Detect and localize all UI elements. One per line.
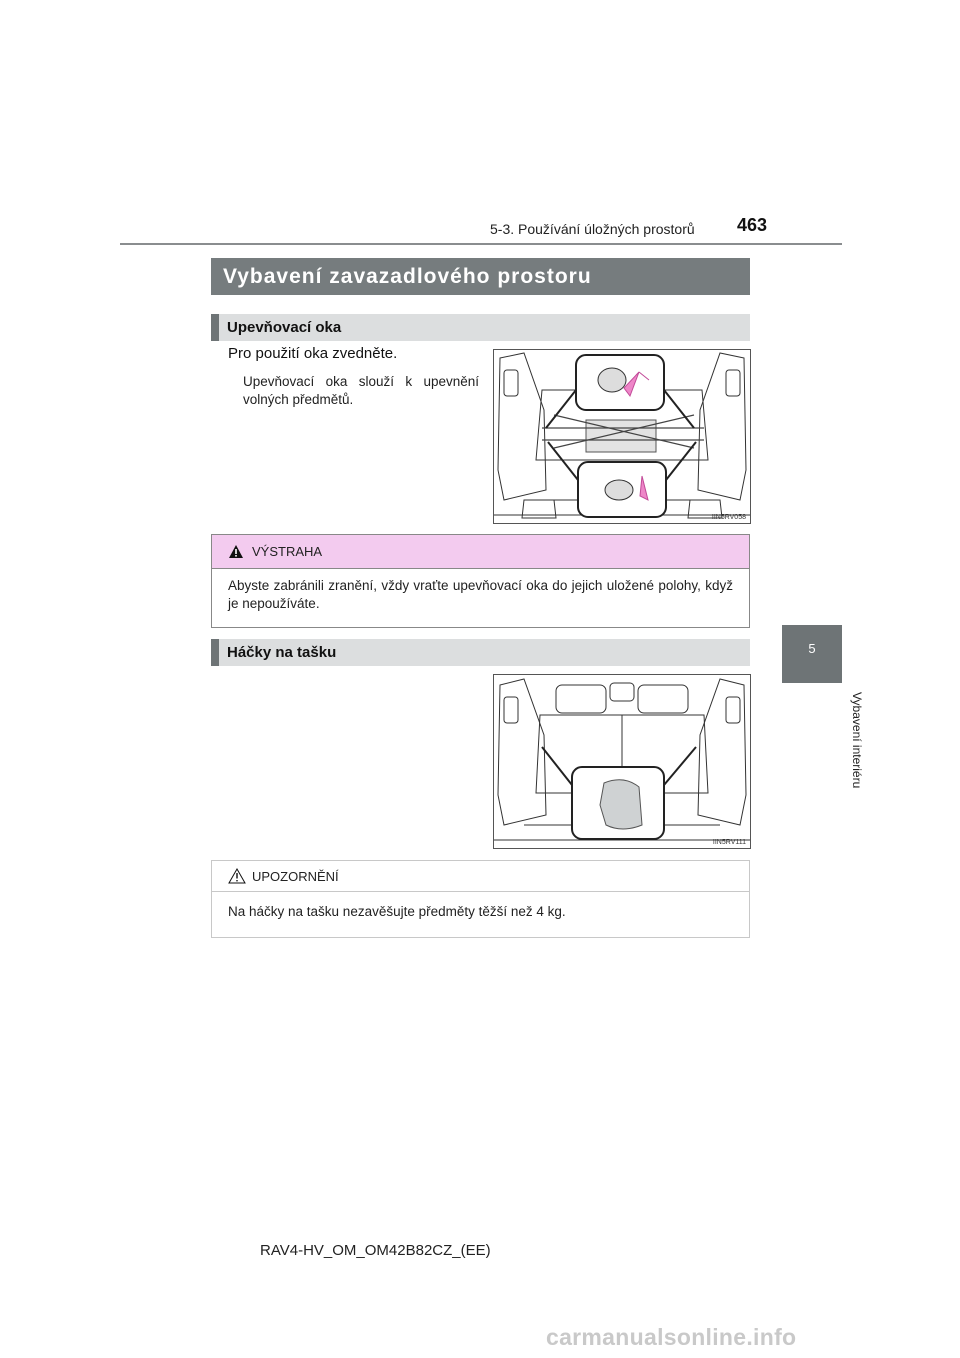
right-seat-back [638, 685, 688, 713]
tie-down-ring-stowed [605, 480, 633, 500]
right-tail-lamp [726, 697, 740, 723]
figure-code: IIN5RV111 [712, 839, 746, 846]
caution-box [211, 860, 750, 938]
warning-box [211, 534, 750, 628]
tie-down-illustration [493, 349, 751, 524]
callout-leader-4 [666, 442, 696, 480]
tie-down-ring-raised [598, 368, 626, 392]
caution-text: Na háčky na tašku nezavěšujte předměty těžší než 4 kg. [228, 904, 566, 919]
caution-label: UPOZORNĚNÍ [252, 868, 339, 884]
figure-code: IIN5RV058 [711, 514, 746, 521]
left-tailgate-edge [498, 679, 546, 825]
left-seat-back [556, 685, 606, 713]
left-tail-lamp [504, 370, 518, 396]
callout-leader-right [664, 747, 696, 785]
caution-triangle-icon [228, 868, 246, 884]
page-title: Vybavení zavazadlového prostoru [211, 258, 750, 295]
tie-down-intro: Pro použití oka zvedněte. [228, 345, 398, 362]
callout-leader-left [542, 747, 572, 785]
header-divider [120, 243, 842, 245]
warning-triangle-icon [228, 544, 244, 559]
headrest [610, 683, 634, 701]
subheading-bag-hooks: Háčky na tašku [211, 639, 750, 666]
right-tailgate-edge [698, 679, 746, 825]
caution-header [212, 861, 749, 892]
left-tail-lamp [504, 697, 518, 723]
watermark: carmanualsonline.info [546, 1324, 797, 1350]
callout-leader-3 [548, 442, 578, 480]
chapter-number: 5 [808, 641, 816, 656]
warning-label: VÝSTRAHA [252, 544, 323, 559]
bag-hooks-drawing [494, 675, 750, 848]
footer-document-code: RAV4-HV_OM_OM42B82CZ_(EE) [260, 1242, 491, 1259]
page-number: 463 [737, 215, 768, 235]
bag-hooks-illustration [493, 674, 751, 849]
chapter-tab [782, 625, 842, 683]
tie-down-hooks-drawing [494, 350, 750, 523]
warning-header [212, 535, 749, 569]
bag-hook-icon [600, 780, 642, 829]
callout-leader-2 [664, 390, 694, 428]
chapter-label: Vybavení interiéru [850, 692, 864, 789]
warning-text: Abyste zabránili zranění, vždy vraťte upevňovací oka do jejich uložené polohy, když je nepoužíváte. [228, 578, 733, 611]
right-tail-lamp [726, 370, 740, 396]
running-header-section: 5-3. Používání úložných prostorů [490, 221, 695, 237]
callout-leader-1 [546, 390, 576, 428]
subheading-tie-down-hooks: Upevňovací oka [211, 314, 750, 341]
tie-down-note: Upevňovací oka slouží k upevnění volných předmětů. [243, 374, 479, 407]
